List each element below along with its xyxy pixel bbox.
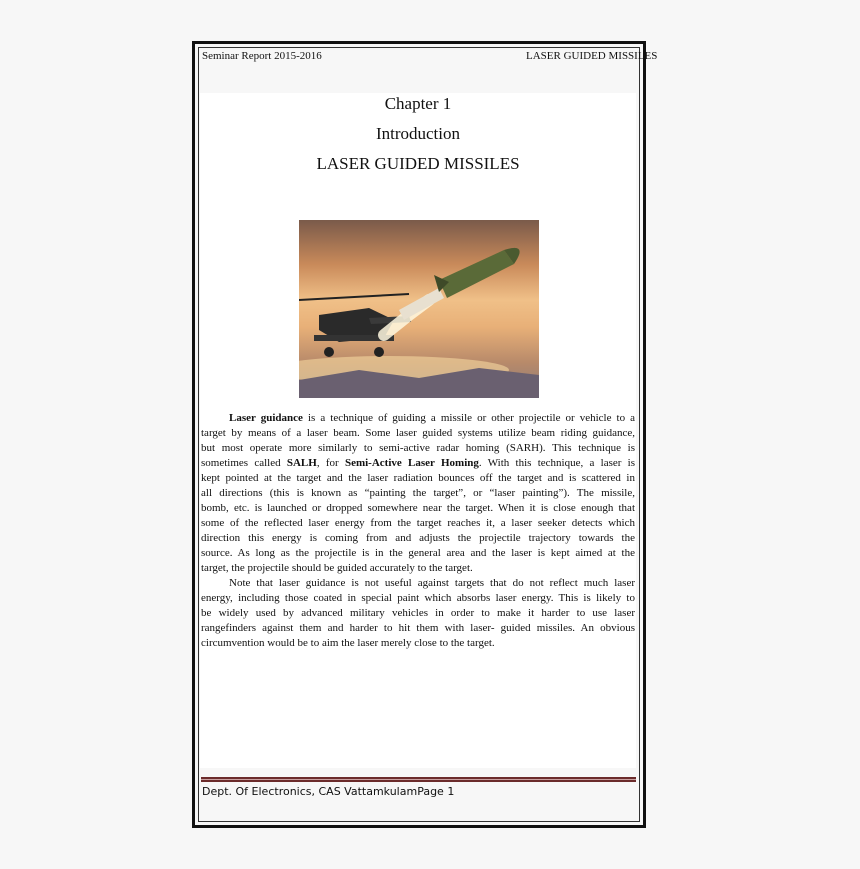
text-line: but most operate more similarly to semi-active radar homing (SARH). This technique is: [201, 442, 635, 454]
text-line: rangefinders against them and harder to hit them with laser- guided missiles. An obvious: [201, 622, 635, 634]
text-line: Note that laser guidance is not useful against targets that do not reflect much laser: [229, 577, 635, 589]
text-span: is a technique of guiding a missile or other projectile or vehicle to a: [302, 412, 635, 424]
text-line: energy, including those coated in special paint which absorbs laser energy. This is likely to: [201, 592, 635, 604]
header-right: LASER GUIDED MISSILES: [526, 50, 658, 62]
header-left: Seminar Report 2015-2016: [202, 50, 322, 62]
text-span: , for: [316, 457, 345, 469]
text-line: bomb, etc. is launched or dropped somewhere near the target. When it is close enough that: [201, 502, 635, 514]
text-line: target, the projectile should be guided accurately to the target.: [201, 562, 473, 574]
text-line: all directions (this is known as “painting the target”, or “laser painting”). The missile,: [201, 487, 635, 499]
text-line: direction this energy is coming from and adjusts the projectile trajectory towards the: [201, 532, 635, 544]
footer-text: Dept. Of Electronics, CAS VattamkulamPage 1: [202, 785, 455, 798]
body-text: [201, 411, 635, 651]
chapter-title: Chapter 1: [384, 94, 452, 113]
footer-rule: [201, 777, 636, 782]
text-line: target by means of a laser beam. Some laser guided systems utilize beam riding guidance,: [201, 427, 635, 439]
bold-term: Semi-Active Laser Homing: [344, 457, 479, 469]
text-line: some of the reflected laser energy from the target reaches it, a laser seeker detects which: [201, 517, 635, 529]
topic-title: LASER GUIDED MISSILES: [316, 154, 520, 173]
text-line: [201, 411, 635, 426]
text-line: [201, 456, 635, 471]
text-line: kept pointed at the target and the laser radiation bounces off the target and is scattered in: [201, 472, 635, 484]
text-line: circumvention would be to aim the laser merely close to the target.: [201, 637, 495, 649]
figure-illustration: [299, 220, 539, 398]
text-span: . With this technique, a laser is: [478, 457, 636, 469]
text-line: be widely used by advanced military vehicles in order to make it harder to use laser: [201, 607, 635, 619]
text-line: source. As long as the projectile is in the general area and the laser is kept aimed at the: [201, 547, 635, 559]
bold-term: Laser guidance: [229, 412, 303, 424]
helicopter-missile-figure: [299, 220, 539, 398]
text-span: sometimes called: [201, 457, 287, 469]
missile-icon: [384, 248, 520, 335]
bold-term: SALH: [286, 457, 317, 469]
section-title: Introduction: [375, 124, 461, 143]
